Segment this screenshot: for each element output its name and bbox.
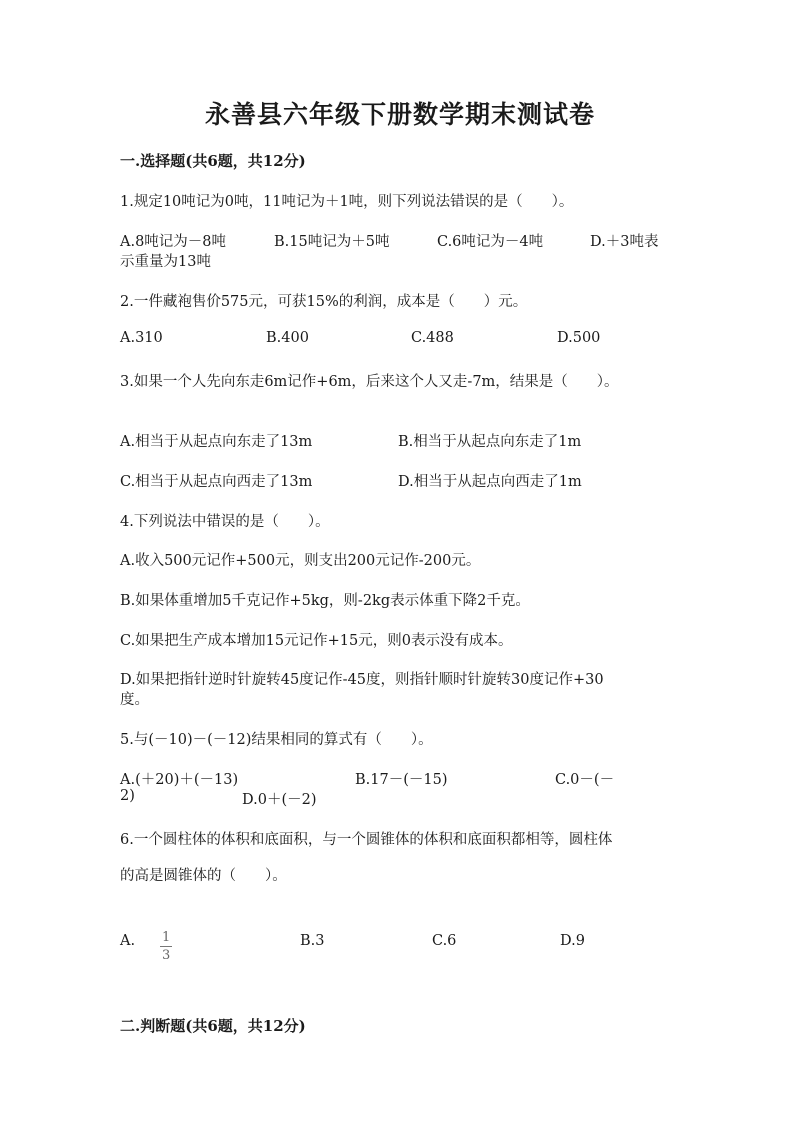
fraction-numerator: 1	[162, 930, 171, 945]
question-4-option-c: C.如果把生产成本增加15元记作+15元，则0表示没有成本。	[120, 633, 513, 649]
question-1-option-d: D.＋3吨表	[590, 234, 659, 250]
question-4-option-d: D.如果把指针逆时针旋转45度记作-45度，则指针顺时针旋转30度记作+30	[120, 672, 604, 688]
question-3-option-b: B.相当于从起点向东走了1m	[398, 434, 582, 450]
question-5-option-c: C.0－(－	[555, 772, 615, 788]
question-2-option-a: A.310	[120, 330, 163, 346]
page-title: 永善县六年级下册数学期末测试卷	[204, 100, 595, 129]
fraction-denominator: 3	[162, 948, 171, 963]
question-2-option-d: D.500	[557, 330, 601, 346]
question-2-option-b: B.400	[266, 330, 309, 346]
question-6-option-d: D.9	[560, 933, 585, 949]
question-1-option-b: B.15吨记为＋5吨	[274, 234, 390, 250]
question-5-option-c-continued: 2)	[120, 788, 135, 804]
question-4-option-a: A.收入500元记作+500元，则支出200元记作-200元。	[120, 553, 481, 569]
question-6-option-b: B.3	[300, 933, 325, 949]
question-5-option-a: A.(＋20)＋(－13)	[120, 772, 239, 788]
question-5-stem: 5.与(－10)－(－12)结果相同的算式有（ ）。	[120, 732, 433, 748]
question-6-stem-line-1: 6.一个圆柱体的体积和底面积，与一个圆锥体的体积和底面积都相等，圆柱体	[120, 832, 613, 848]
question-1-stem: 1.规定10吨记为0吨，11吨记为＋1吨，则下列说法错误的是（ ）。	[120, 194, 574, 210]
question-3-option-d: D.相当于从起点向西走了1m	[398, 474, 582, 490]
question-2-option-c: C.488	[411, 330, 454, 346]
question-6-stem-line-2: 的高是圆锥体的（ ）。	[120, 868, 287, 884]
question-4-option-d-continued: 度。	[120, 692, 149, 708]
question-4-stem: 4.下列说法中错误的是（ ）。	[120, 514, 330, 530]
question-6-option-c: C.6	[432, 933, 457, 949]
question-2-stem: 2.一件藏袍售价575元，可获15%的利润，成本是（ ）元。	[120, 294, 528, 310]
question-3-option-c: C.相当于从起点向西走了13m	[120, 474, 313, 490]
section-heading-judgement: 二.判断题(共6题，共12分)	[120, 1017, 306, 1035]
question-4-option-b: B.如果体重增加5千克记作+5kg，则-2kg表示体重下降2千克。	[120, 593, 530, 609]
question-6-option-a-fraction	[160, 926, 172, 962]
section-heading-choice: 一.选择题(共6题，共12分)	[120, 152, 306, 170]
question-1-option-d-continued: 示重量为13吨	[120, 254, 211, 270]
question-1-option-a: A.8吨记为－8吨	[120, 234, 227, 250]
question-5-option-b: B.17－(－15)	[355, 772, 448, 788]
question-3-stem: 3.如果一个人先向东走6m记作+6m，后来这个人又走-7m，结果是（ ）。	[120, 374, 619, 390]
question-1-option-c: C.6吨记为－4吨	[437, 234, 544, 250]
question-5-option-d: D.0＋(－2)	[242, 792, 317, 808]
question-6-option-a-label: A.	[120, 933, 136, 949]
question-3-option-a: A.相当于从起点向东走了13m	[120, 434, 313, 450]
